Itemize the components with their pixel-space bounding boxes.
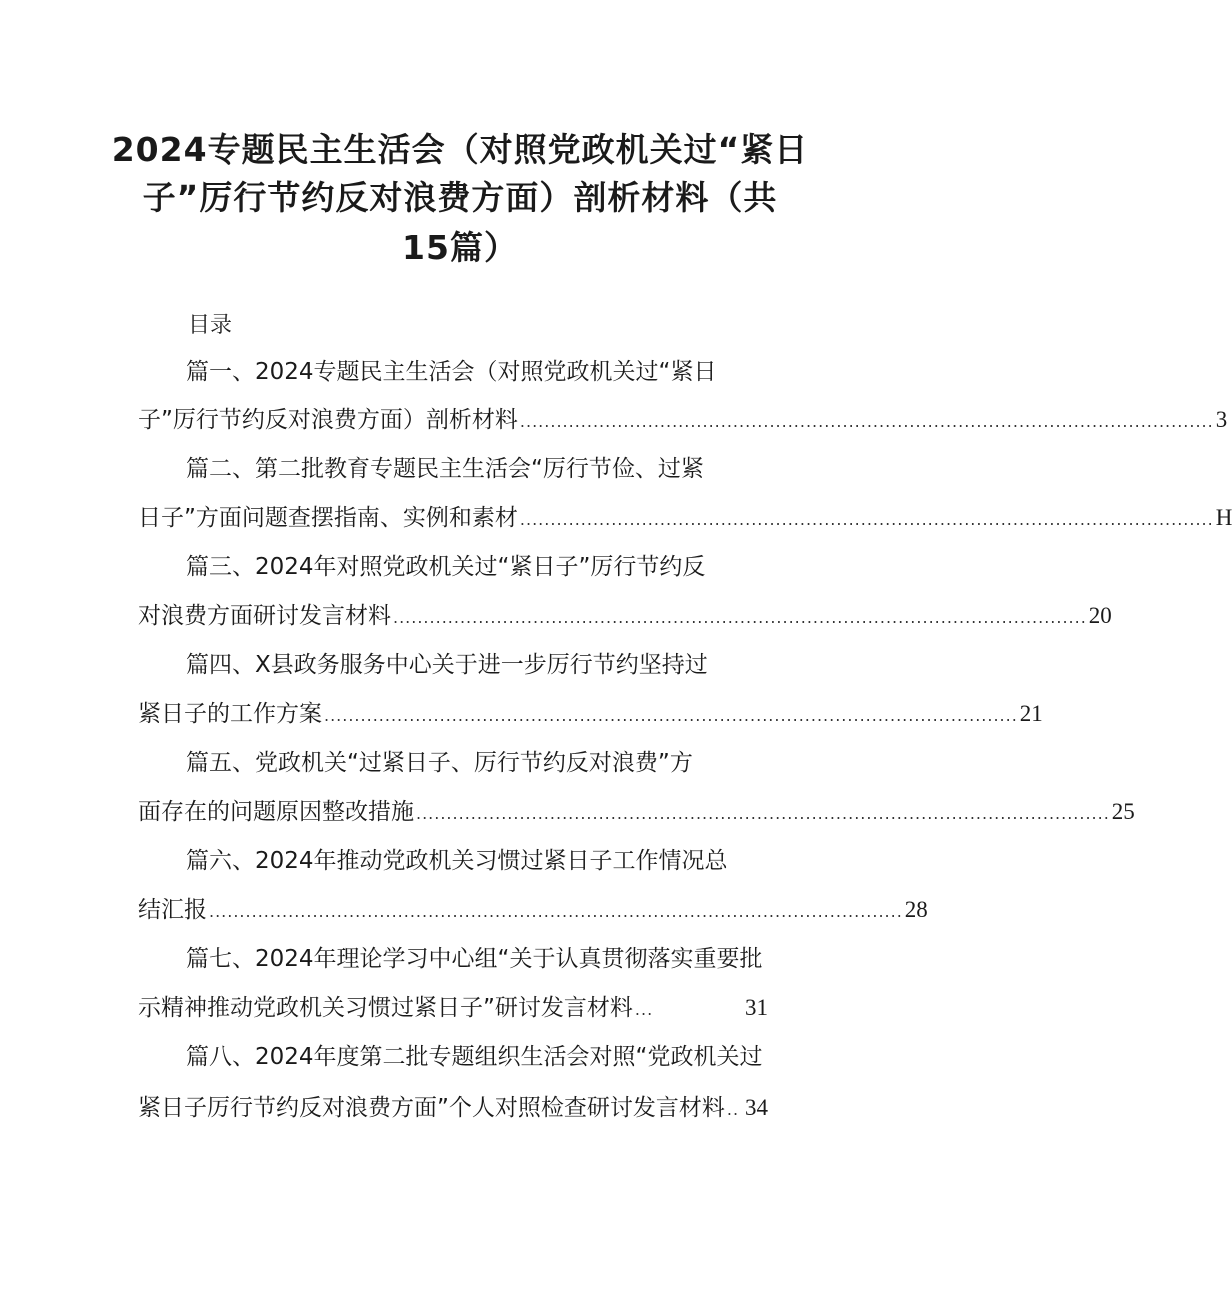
toc-entry-title: 对浪费方面研讨发言材料	[138, 603, 391, 629]
toc-page-number: 31	[745, 995, 768, 1020]
document-title-line-2: 子”厉行节约反对浪费方面）剖析材料（共	[142, 178, 778, 217]
toc-entry-6-line-2[interactable]	[138, 894, 928, 928]
toc-entry-title: 紧日子的工作方案	[138, 701, 322, 727]
leader-dots: ..................................................................................................................	[519, 510, 1214, 529]
leader-dots: ..................................................................................................................	[209, 902, 903, 921]
toc-entry-title: 子”厉行节约反对浪费方面）剖析材料	[138, 407, 518, 433]
toc-page-number: 34	[745, 1095, 768, 1120]
toc-entry-title: 日子”方面问题查摆指南、实例和素材	[138, 505, 518, 531]
toc-entry-title: 面存在的问题原因整改措施	[138, 799, 414, 825]
leader-dots: ..................................................................................................................	[519, 412, 1214, 431]
document-title-line-1: 2024专题民主生活会（对照党政机关过“紧日	[111, 130, 809, 169]
toc-page-number: H	[1215, 505, 1232, 530]
toc-entry-1-line-2[interactable]	[138, 404, 1228, 438]
toc-page-number: 25	[1111, 799, 1135, 824]
toc-page-number: 28	[904, 897, 928, 922]
document-title-line-3: 15篇）	[402, 228, 518, 267]
toc-entry-5-line-1[interactable]: 篇五、党政机关“过紧日子、厉行节约反对浪费”方	[186, 750, 693, 776]
leader-dots: ..	[726, 1100, 740, 1119]
toc-entry-7-line-1[interactable]: 篇七、2024年理论学习中心组“关于认真贯彻落实重要批	[186, 946, 763, 972]
toc-heading: 目录	[188, 313, 233, 338]
toc-entry-5-line-2[interactable]	[138, 796, 1135, 830]
toc-page-number: 21	[1019, 701, 1043, 726]
toc-entry-7-line-2[interactable]	[138, 992, 768, 1026]
toc-entry-8-line-2[interactable]	[138, 1092, 768, 1126]
toc-entry-3-line-2[interactable]	[138, 600, 1112, 634]
toc-entry-title: 示精神推动党政机关习惯过紧日子”研讨发言材料	[138, 995, 633, 1021]
toc-entry-6-line-1[interactable]: 篇六、2024年推动党政机关习惯过紧日子工作情况总	[186, 848, 728, 874]
leader-dots: ..................................................................................................................	[393, 608, 1087, 627]
toc-page-number: 20	[1088, 603, 1112, 628]
toc-entry-2-line-1[interactable]: 篇二、第二批教育专题民主生活会“厉行节俭、过紧	[186, 456, 704, 482]
toc-entry-4-line-2[interactable]	[138, 698, 1043, 732]
toc-page-number: 3	[1215, 407, 1228, 432]
toc-entry-1-line-1[interactable]: 篇一、2024专题民主生活会（对照党政机关过“紧日	[186, 359, 717, 385]
toc-entry-4-line-1[interactable]: 篇四、X县政务服务中心关于进一步厉行节约坚持过	[186, 652, 708, 678]
toc-entry-2-line-2[interactable]	[138, 502, 1232, 536]
toc-entry-title: 结汇报	[138, 897, 207, 923]
leader-dots: ..................................................................................................................	[324, 706, 1018, 725]
toc-entry-8-line-1[interactable]: 篇八、2024年度第二批专题组织生活会对照“党政机关过	[186, 1044, 763, 1070]
toc-entry-3-line-1[interactable]: 篇三、2024年对照党政机关过“紧日子”厉行节约反	[186, 554, 706, 580]
leader-dots: ...	[634, 1000, 654, 1019]
leader-dots: ..................................................................................................................	[416, 804, 1110, 823]
toc-entry-title: 紧日子厉行节约反对浪费方面”个人对照检查研讨发言材料	[138, 1095, 725, 1121]
